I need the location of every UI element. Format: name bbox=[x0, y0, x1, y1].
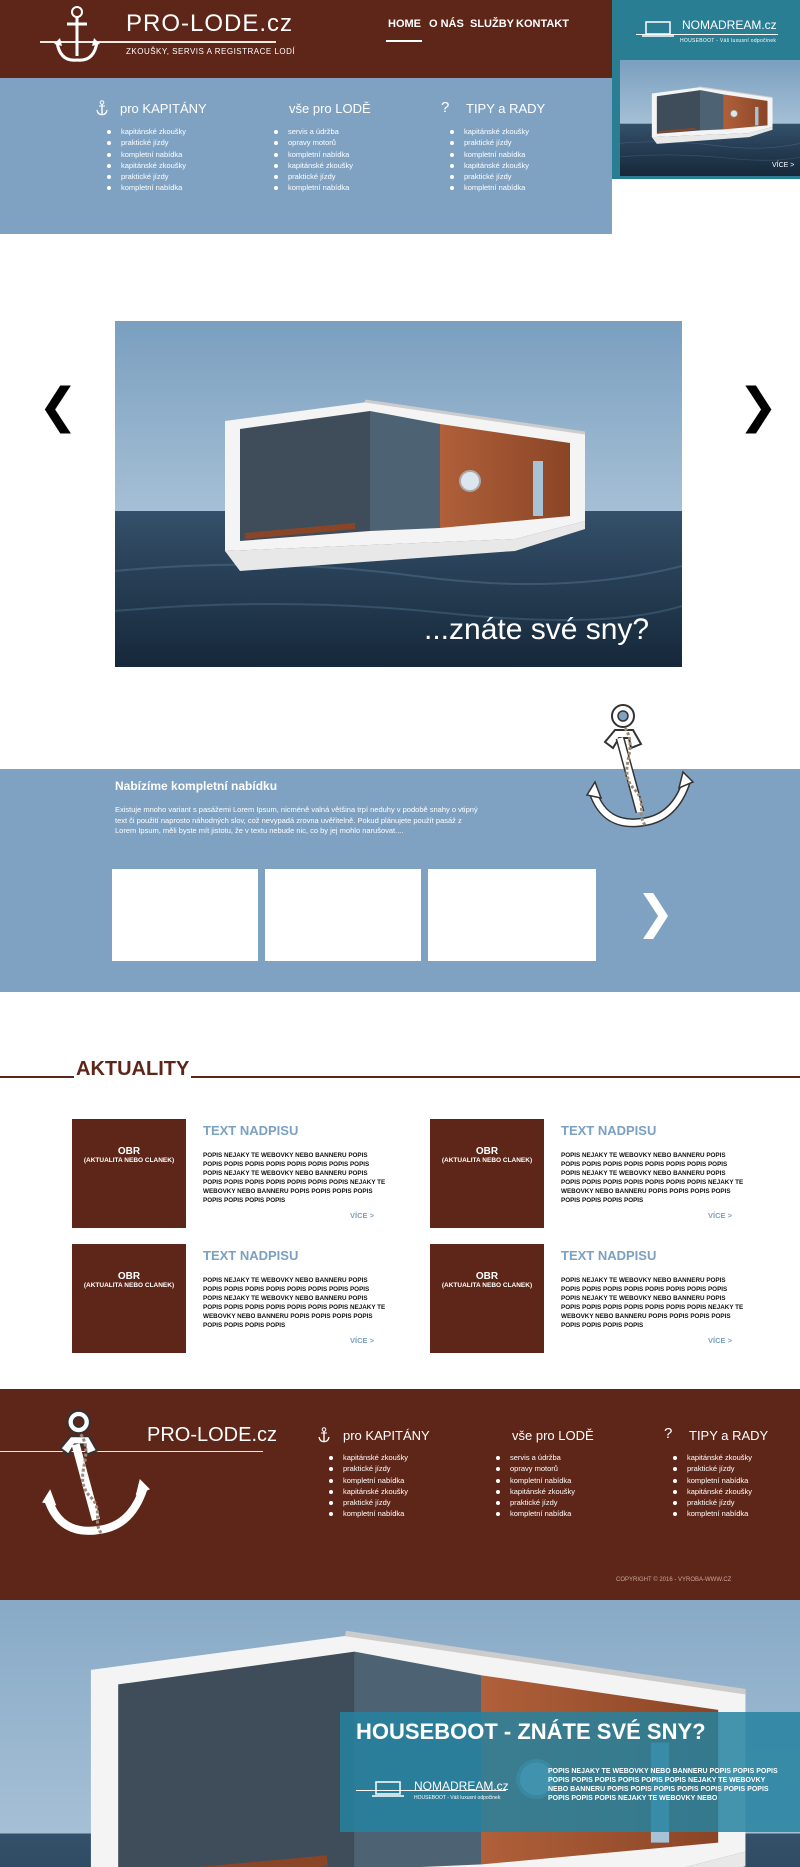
footer-link[interactable]: praktické jízdy bbox=[326, 1497, 408, 1508]
news-card-text: POPIS NEJAKY TE WEBOVKY NEBO BANNERU POPIS POPIS POPIS POPIS POPIS POPIS POPIS POPIS POPIS POPIS NEJAKY TE WEBOVKY NEBO BANNERU POPIS POPIS POPIS POPIS POPIS POPIS POPIS POPIS NEJAKY TE WEBOVKY NEBO BANNERU POPIS POPIS POPIS POPIS POPIS POPIS POPIS POPIS bbox=[203, 1152, 386, 1204]
laptop-icon bbox=[640, 20, 676, 38]
footer-list-captains bbox=[326, 1452, 408, 1520]
menu-link[interactable]: kapitánské zkoušky bbox=[104, 160, 186, 171]
footer-list-tips bbox=[670, 1452, 752, 1520]
menu-link[interactable]: praktické jízdy bbox=[104, 137, 186, 148]
footer-link[interactable]: praktické jízdy bbox=[326, 1463, 408, 1474]
promo-divider bbox=[636, 34, 778, 35]
menu-link[interactable]: kapitánské zkoušky bbox=[447, 126, 529, 137]
menu-link[interactable]: kompletní nabídka bbox=[447, 182, 529, 193]
laptop-icon bbox=[370, 1780, 406, 1798]
footer-link[interactable]: opravy motorů bbox=[493, 1463, 575, 1474]
offer-tile[interactable] bbox=[112, 869, 258, 961]
footer-link[interactable]: praktické jízdy bbox=[493, 1497, 575, 1508]
menu-link[interactable]: praktické jízdy bbox=[447, 137, 529, 148]
menu-link[interactable]: kompletní nabídka bbox=[447, 149, 529, 160]
anchor-icon bbox=[318, 1427, 330, 1448]
menu-link[interactable]: kompletní nabídka bbox=[104, 149, 186, 160]
news-card-image[interactable] bbox=[72, 1119, 186, 1228]
offer-title: Nabízíme kompletní nabídku bbox=[115, 779, 278, 793]
slider-prev-arrow[interactable]: ❮ bbox=[38, 380, 79, 433]
menu-link[interactable]: servis a údržba bbox=[271, 126, 353, 137]
footer-link[interactable]: servis a údržba bbox=[493, 1452, 575, 1463]
slider-next-arrow[interactable]: ❯ bbox=[738, 380, 779, 433]
offer-next-arrow[interactable]: ❯ bbox=[636, 886, 675, 938]
news-card-text: POPIS NEJAKY TE WEBOVKY NEBO BANNERU POPIS POPIS POPIS POPIS POPIS POPIS POPIS POPIS POPIS POPIS NEJAKY TE WEBOVKY NEBO BANNERU POPIS POPIS POPIS POPIS POPIS POPIS POPIS POPIS NEJAKY TE WEBOVKY NEBO BANNERU POPIS POPIS POPIS POPIS POPIS POPIS POPIS POPIS bbox=[203, 1277, 386, 1329]
news-card-more-link[interactable]: VÍCE > bbox=[708, 1211, 732, 1220]
menu-link[interactable]: praktické jízdy bbox=[447, 171, 529, 182]
news-card-text: POPIS NEJAKY TE WEBOVKY NEBO BANNERU POPIS POPIS POPIS POPIS POPIS POPIS POPIS POPIS POPIS POPIS NEJAKY TE WEBOVKY NEBO BANNERU POPIS POPIS POPIS POPIS POPIS POPIS POPIS POPIS NEJAKY TE WEBOVKY NEBO BANNERU POPIS POPIS POPIS POPIS POPIS POPIS POPIS POPIS bbox=[561, 1277, 744, 1329]
menu-link[interactable]: kapitánské zkoušky bbox=[447, 160, 529, 171]
menu-column-title-tips[interactable]: TIPY a RADY bbox=[466, 101, 546, 116]
news-card-more-link[interactable]: VÍCE > bbox=[350, 1211, 374, 1220]
news-heading: AKTUALITY bbox=[76, 1058, 190, 1080]
news-card-image-label: OBR bbox=[117, 1146, 141, 1157]
menu-link[interactable]: opravy motorů bbox=[271, 137, 353, 148]
footer-link[interactable]: kompletní nabídka bbox=[326, 1475, 408, 1486]
news-card-more-link[interactable]: VÍCE > bbox=[350, 1336, 374, 1345]
news-card-title[interactable]: TEXT NADPISU bbox=[203, 1248, 299, 1263]
footer-link[interactable]: kapitánské zkoušky bbox=[670, 1486, 752, 1497]
question-icon: ? bbox=[664, 1425, 673, 1442]
menu-link[interactable]: kapitánské zkoušky bbox=[271, 160, 353, 171]
news-card-image[interactable] bbox=[430, 1244, 544, 1353]
footer-link[interactable]: kapitánské zkoušky bbox=[670, 1452, 752, 1463]
menu-panel-gap bbox=[612, 179, 800, 234]
menu-column-title-captains[interactable]: pro KAPITÁNY bbox=[120, 101, 207, 116]
menu-link[interactable]: praktické jízdy bbox=[271, 171, 353, 182]
promo-subtitle: HOUSEBOOT - Váš luxusní odpočinek bbox=[680, 38, 777, 44]
menu-link[interactable]: kompletní nabídka bbox=[104, 182, 186, 193]
footer-link[interactable]: kapitánské zkoušky bbox=[493, 1486, 575, 1497]
news-card-title[interactable]: TEXT NADPISU bbox=[203, 1123, 299, 1138]
news-card-text: POPIS NEJAKY TE WEBOVKY NEBO BANNERU POPIS POPIS POPIS POPIS POPIS POPIS POPIS POPIS POPIS POPIS NEJAKY TE WEBOVKY NEBO BANNERU POPIS POPIS POPIS POPIS POPIS POPIS POPIS POPIS NEJAKY TE WEBOVKY NEBO BANNERU POPIS POPIS POPIS POPIS POPIS POPIS POPIS POPIS bbox=[561, 1152, 744, 1204]
promo-more-link[interactable]: VÍCE > bbox=[772, 162, 795, 169]
nav-active-underline bbox=[386, 40, 422, 42]
copyright-text: COPYRIGHT © 2016 - VYROBA-WWW.CZ bbox=[616, 1577, 732, 1583]
footer-link[interactable]: kompletní nabídka bbox=[493, 1508, 575, 1519]
nav-sluzby[interactable]: SLUŽBY bbox=[470, 18, 514, 30]
anchor-icon bbox=[96, 100, 108, 121]
news-card-image-label: OBR bbox=[475, 1271, 499, 1282]
news-card-image[interactable] bbox=[430, 1119, 544, 1228]
promo-houseboat-image[interactable] bbox=[620, 60, 800, 176]
site-tagline: ZKOUŠKY, SERVIS A REGISTRACE LODÍ bbox=[126, 47, 296, 56]
nav-home[interactable]: HOME bbox=[388, 18, 421, 30]
footer-column-title-tips[interactable]: TIPY a RADY bbox=[689, 1428, 769, 1443]
news-card-image-label: OBR bbox=[475, 1146, 499, 1157]
promo-brand[interactable]: NOMADREAM.cz bbox=[682, 18, 777, 32]
footer-list-boats bbox=[493, 1452, 575, 1520]
site-logo-text[interactable]: PRO-LODE.cz bbox=[126, 10, 294, 37]
news-card-image[interactable] bbox=[72, 1244, 186, 1353]
menu-list-tips bbox=[447, 126, 529, 194]
news-card-image-sublabel: (AKTUALITA NEBO CLANEK) bbox=[441, 1157, 533, 1164]
footer-link[interactable]: kapitánské zkoušky bbox=[326, 1452, 408, 1463]
offer-tile[interactable] bbox=[428, 869, 596, 961]
menu-link[interactable]: kompletní nabídka bbox=[271, 182, 353, 193]
anchor-rope-icon bbox=[585, 700, 695, 840]
menu-link[interactable]: kompletní nabídka bbox=[271, 149, 353, 160]
footer-logo-text[interactable]: PRO-LODE.cz bbox=[147, 1424, 278, 1446]
bottom-banner-brand-subtitle: HOUSEBOOT - Váš luxusní odpočinek bbox=[414, 1795, 501, 1801]
menu-link[interactable]: kapitánské zkoušky bbox=[104, 126, 186, 137]
news-card-image-label: OBR bbox=[117, 1271, 141, 1282]
offer-description: Existuje mnoho variant s pasážemi Lorem Ipsum, nicméně valná většina trpí neduhy v podobě snahy o vtipný text či použití naprosto náhodných slov, což nevypadá zrovna uvěřitelně. Pokud plánujete použít pasáž z Lorem Ipsum, měli byste mít jistotu, že v textu nebude nic, co by jej mohlo narušovat.... bbox=[115, 805, 478, 835]
anchor-logo-icon[interactable] bbox=[52, 4, 102, 64]
footer-link[interactable]: kapitánské zkoušky bbox=[326, 1486, 408, 1497]
menu-list-boats bbox=[271, 126, 353, 194]
offer-tile[interactable] bbox=[265, 869, 421, 961]
nav-kontakt[interactable]: KONTAKT bbox=[516, 18, 569, 30]
footer-link[interactable]: praktické jízdy bbox=[670, 1497, 752, 1508]
footer-column-title-boats[interactable]: vše pro LODĚ bbox=[512, 1428, 594, 1443]
bottom-banner-title: HOUSEBOOT - ZNÁTE SVÉ SNY? bbox=[356, 1719, 706, 1744]
bottom-banner-text: POPIS NEJAKY TE WEBOVKY NEBO BANNERU POPIS POPIS POPIS POPIS POPIS POPIS POPIS POPIS POPIS NEJAKY TE WEBOVKY NEBO BANNERU POPIS POPIS POPIS POPIS POPIS POPIS POPIS POPIS POPIS POPIS NEJAKY TE WEBOVKY NEBO bbox=[548, 1768, 778, 1802]
footer-link[interactable]: kompletní nabídka bbox=[670, 1508, 752, 1519]
footer-anchor-icon bbox=[40, 1402, 152, 1552]
menu-list-captains bbox=[104, 126, 186, 194]
bottom-banner-brand[interactable]: NOMADREAM.cz bbox=[414, 1779, 509, 1793]
news-card-image-sublabel: (AKTUALITA NEBO CLANEK) bbox=[441, 1282, 533, 1289]
footer-link[interactable]: kompletní nabídka bbox=[670, 1475, 752, 1486]
footer-link[interactable]: kompletní nabídka bbox=[493, 1475, 575, 1486]
slider-caption: ...znáte své sny? bbox=[424, 613, 650, 646]
footer-link[interactable]: praktické jízdy bbox=[670, 1463, 752, 1474]
footer-column-title-captains[interactable]: pro KAPITÁNY bbox=[343, 1428, 430, 1443]
menu-column-title-boats[interactable]: vše pro LODĚ bbox=[289, 101, 371, 116]
footer-link[interactable]: kompletní nabídka bbox=[326, 1508, 408, 1519]
news-card-title[interactable]: TEXT NADPISU bbox=[561, 1248, 657, 1263]
menu-link[interactable]: praktické jízdy bbox=[104, 171, 186, 182]
news-card-image-sublabel: (AKTUALITA NEBO CLANEK) bbox=[83, 1157, 175, 1164]
news-card-title[interactable]: TEXT NADPISU bbox=[561, 1123, 657, 1138]
question-icon: ? bbox=[441, 99, 450, 116]
news-card-image-sublabel: (AKTUALITA NEBO CLANEK) bbox=[83, 1282, 175, 1289]
nav-o-nas[interactable]: O NÁS bbox=[429, 18, 464, 30]
news-card-more-link[interactable]: VÍCE > bbox=[708, 1336, 732, 1345]
